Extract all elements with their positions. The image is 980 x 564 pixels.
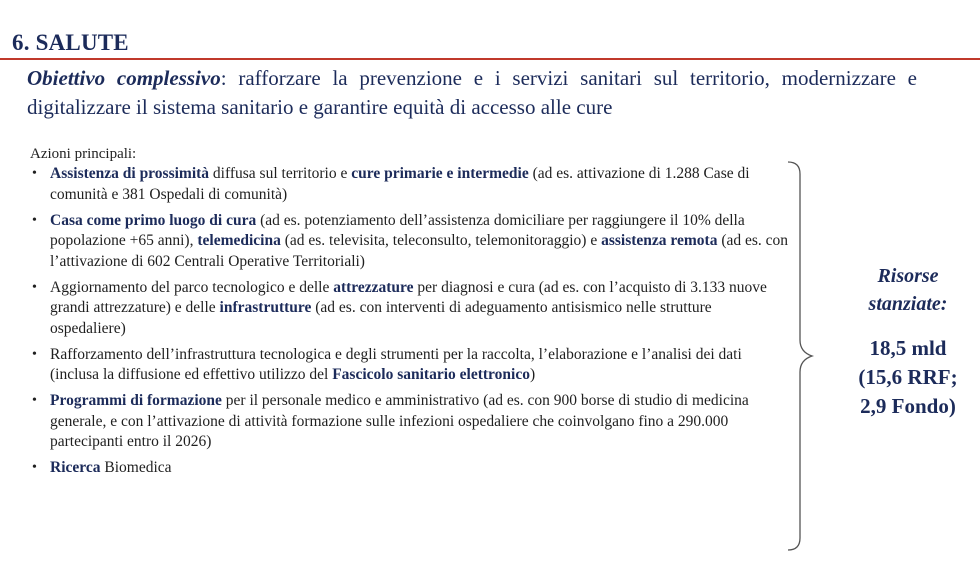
actions-heading: Azioni principali: [30, 146, 137, 162]
action-keyword: attrezzature [333, 278, 414, 296]
action-keyword: assistenza remota [601, 232, 718, 249]
bullet-icon: • [32, 279, 37, 295]
resources-label-line1: Risorse [877, 265, 939, 287]
bullet-icon: • [32, 460, 37, 475]
bullet-icon: • [32, 166, 37, 181]
resources-detail-line1: (15,6 RRF; [858, 365, 958, 389]
action-text: per il personale medico e amministrativo (ad es. con 900 borse di studio di medicina generale, e con l’attivazione di attività formazione sulle infezioni ospedaliere che coinvolgano fino a 290.000 partecipanti entro il 2026) [50, 392, 749, 450]
action-keyword: telemedicina [197, 232, 281, 249]
section-title: 6. SALUTE [12, 30, 129, 55]
action-text: ) [529, 366, 536, 383]
bullet-icon: • [32, 346, 37, 362]
action-text: (ad es. potenziamento dell’assistenza domiciliare per raggiungere il 10% della popolazione +65 anni), [50, 211, 745, 249]
action-text: (ad es. con l’attivazione di 602 Centrali Operative Territoriali) [50, 232, 789, 270]
top-margin [0, 0, 980, 26]
action-keyword: Casa come primo luogo di cura [50, 211, 257, 229]
action-item-equipment [30, 278, 790, 340]
action-item-research [30, 458, 790, 479]
action-item-home-care [30, 211, 790, 273]
action-text: (ad es. con interventi di adeguamento antisismico nelle strutture ospedaliere) [50, 299, 712, 337]
action-keyword: Assistenza di prossimità [50, 165, 210, 182]
objective-text: rafforzare la prevenzione e i servizi sanitari sul territorio, modernizzare e digitalizzare il sistema sanitario e garantire equità di accesso alle cure [27, 66, 917, 119]
resources-box [842, 262, 974, 421]
resources-label-line2: stanziate: [868, 293, 948, 315]
actions-list [30, 164, 790, 484]
objective-label: Obiettivo complessivo [27, 66, 221, 90]
action-item-training [30, 391, 790, 453]
brace-path [788, 162, 812, 550]
objective-paragraph [27, 64, 917, 122]
action-text: Rafforzamento dell’infrastruttura tecnologica e degli strumenti per la raccolta, l’elaborazione e l’analisi dei dati (inclusa la diffusione ed effettivo utilizzo del [50, 345, 742, 383]
action-keyword: Fascicolo sanitario elettronico [332, 366, 530, 383]
bullet-icon: • [32, 212, 37, 228]
action-keyword: infrastrutture [219, 299, 312, 316]
action-item-data-infrastructure [30, 345, 790, 386]
action-text: Aggiornamento del parco tecnologico e delle [50, 278, 334, 296]
action-keyword: cure primarie e intermedie [351, 165, 529, 182]
action-keyword: Ricerca [50, 459, 101, 476]
action-text: diffusa sul territorio e [209, 165, 352, 182]
resources-amount: 18,5 mld [869, 336, 947, 360]
action-keyword: Programmi di formazione [50, 392, 222, 409]
action-text: (ad es. televisita, teleconsulto, telemonitoraggio) e [280, 232, 602, 249]
title-divider [0, 58, 980, 60]
right-curly-brace [786, 160, 826, 552]
objective-separator: : [220, 66, 227, 90]
resources-detail-line2: 2,9 Fondo) [860, 394, 956, 418]
action-text: Biomedica [100, 459, 172, 476]
bullet-icon: • [32, 393, 37, 408]
action-text: (ad es. attivazione di 1.288 Case di comunità e 381 Ospedali di comunità) [50, 165, 750, 203]
action-item-proximity-care [30, 164, 790, 205]
action-text: per diagnosi e cura (ad es. con l’acquisto di 3.133 nuove grandi attrezzature) e delle [50, 278, 767, 316]
